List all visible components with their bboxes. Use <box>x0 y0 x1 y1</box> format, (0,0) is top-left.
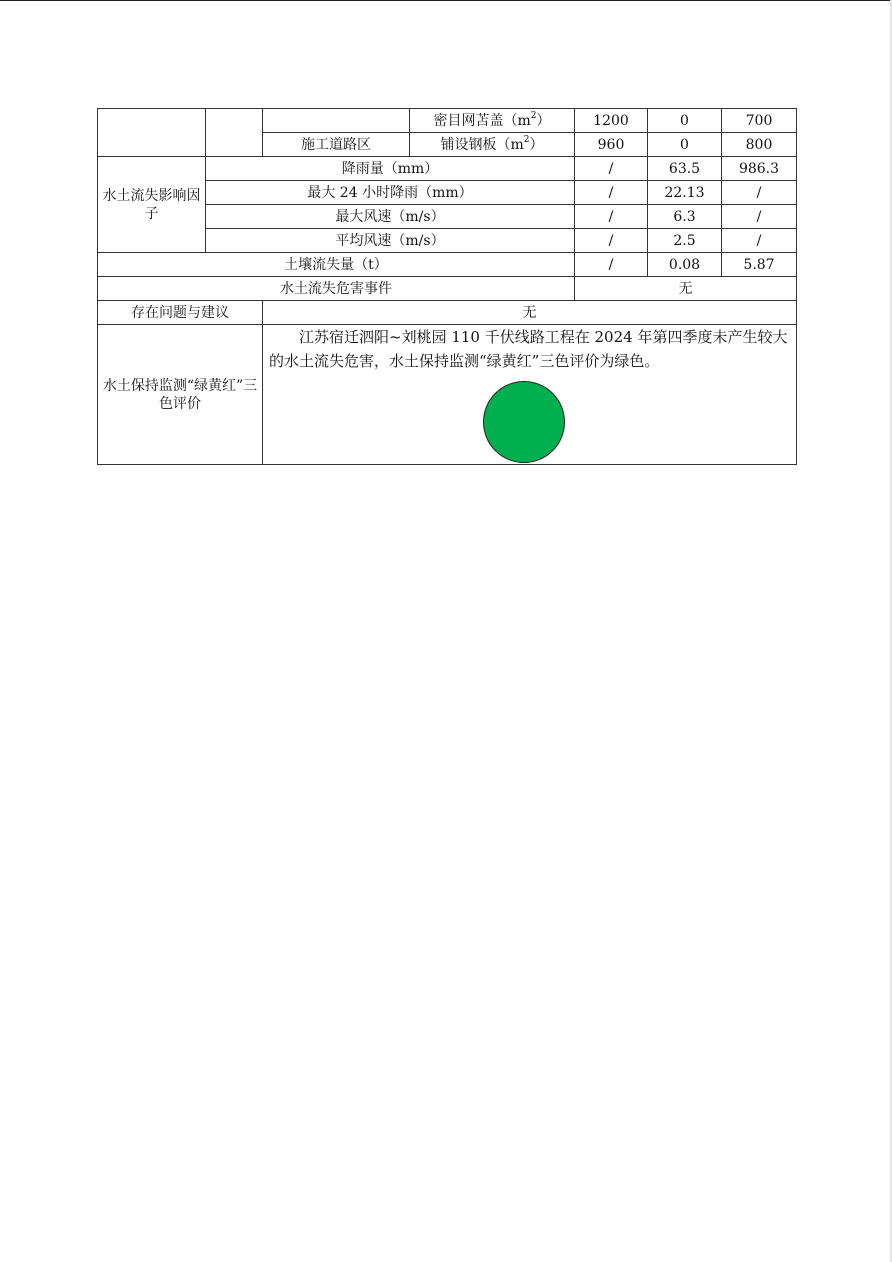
value-cell: / <box>575 229 648 253</box>
hazard-value: 无 <box>575 277 797 301</box>
value-cell: 700 <box>722 109 797 133</box>
factor-label-cell: 最大 24 小时降雨（mm） <box>206 181 575 205</box>
value-cell: 5.87 <box>722 253 797 277</box>
page-top-rule <box>0 0 892 1</box>
factors-group-label: 水土流失影响因子 <box>98 157 206 253</box>
blank-cell <box>206 109 263 157</box>
value-cell: 800 <box>722 133 797 157</box>
value-cell: 6.3 <box>648 205 722 229</box>
value-cell: 986.3 <box>722 157 797 181</box>
table-row <box>98 301 797 325</box>
measure-label-cell: 密目网苫盖$(m^2)$ <box>410 109 575 133</box>
factor-label-cell: 最大风速（m/s） <box>206 205 575 229</box>
value-cell: 1200 <box>575 109 648 133</box>
value-cell: 0 <box>648 133 722 157</box>
table-row <box>98 157 797 181</box>
area-label-cell: 施工道路区 <box>263 133 410 157</box>
blank-cell <box>263 109 410 133</box>
value-cell: 63.5 <box>648 157 722 181</box>
value-cell: 0 <box>648 109 722 133</box>
value-cell: / <box>722 229 797 253</box>
table-row <box>98 253 797 277</box>
evaluation-label: 水土保持监测“绿黄红”三色评价 <box>98 325 263 465</box>
value-cell: / <box>722 181 797 205</box>
measure-label-cell: 铺设钢板$(m^2)$ <box>410 133 575 157</box>
issues-label: 存在问题与建议 <box>98 301 263 325</box>
evaluation-text: 江苏宿迁泗阳~刘桃园 110 千伏线路工程在 2024 年第四季度未产生较大的水土流失危害，水土保持监测“绿黄红”三色评价为绿色。 <box>269 328 788 370</box>
factor-label-cell: 平均风速（m/s） <box>206 229 575 253</box>
soil-loss-label: 土壤流失量（t） <box>98 253 575 277</box>
value-cell: / <box>575 157 648 181</box>
value-cell: / <box>575 253 648 277</box>
evaluation-cell <box>263 325 797 465</box>
table-row <box>98 325 797 465</box>
table-row <box>98 277 797 301</box>
value-cell: 960 <box>575 133 648 157</box>
factor-label-cell: 降雨量（mm） <box>206 157 575 181</box>
blank-cell <box>98 109 206 157</box>
green-status-circle <box>483 381 565 463</box>
table-row <box>98 109 797 133</box>
value-cell: 2.5 <box>648 229 722 253</box>
hazard-label: 水土流失危害事件 <box>98 277 575 301</box>
value-cell: / <box>575 181 648 205</box>
monitoring-table <box>97 108 797 465</box>
value-cell: / <box>575 205 648 229</box>
issues-value: 无 <box>263 301 797 325</box>
evaluation-indicator-wrap <box>263 381 796 463</box>
value-cell: / <box>722 205 797 229</box>
value-cell: 22.13 <box>648 181 722 205</box>
value-cell: 0.08 <box>648 253 722 277</box>
